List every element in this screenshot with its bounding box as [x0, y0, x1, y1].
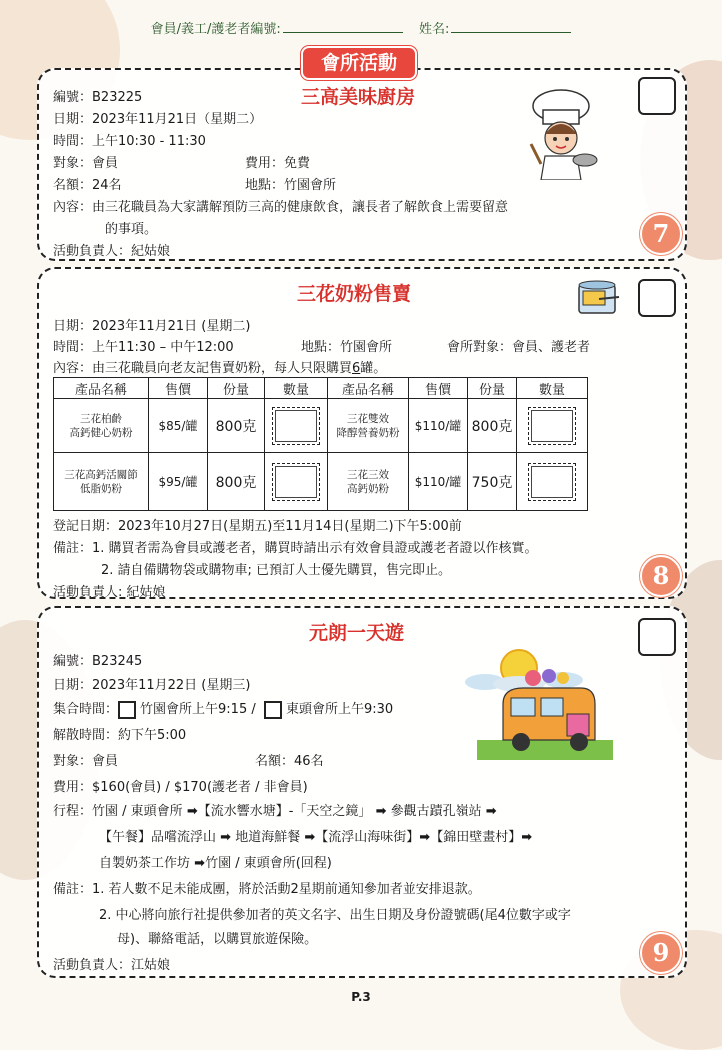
activity-date: 日期：2023年11月22日 (星期三): [53, 678, 251, 693]
activity-title: 三高美味廚房: [301, 86, 416, 108]
arrow-right-icon: ➡: [304, 830, 316, 845]
activity-content: 內容：由三花職員為大家講解預防三高的健康飲食，讓長者了解飲食上需要留意: [53, 200, 509, 215]
quantity-input[interactable]: [272, 463, 320, 501]
itinerary-stop: 【流水響水塘】-「天空之鏡」: [197, 804, 372, 819]
quantity-cell: [265, 453, 328, 511]
activity-number-badge: 9: [640, 932, 682, 974]
product-size: 800克: [468, 399, 517, 453]
activity-title: 三花奶粉售賣: [297, 283, 412, 305]
arrow-right-icon: ➡: [485, 804, 497, 819]
note-1: 備註：1. 若人數不足未能成團，將於活動2星期前通知參加者並安排退款。: [53, 882, 481, 897]
page-number: P.3: [351, 990, 371, 1004]
itinerary-label: 行程：: [53, 804, 93, 819]
activity-fee: 費用：免費: [245, 156, 311, 171]
itinerary-stop: 【錦田壁畫村】: [430, 830, 522, 845]
product-name: 三花雙效 降醇營養奶粉: [328, 399, 409, 453]
activity-target: 對象：會員: [53, 156, 119, 171]
activity-time: 時間：上午11:30 – 中午12:00: [53, 340, 234, 355]
name-label: 姓名:: [418, 22, 450, 37]
quantity-cell: [517, 453, 588, 511]
itinerary-line-3: [99, 852, 332, 871]
quantity-cell: [265, 399, 328, 453]
itinerary-stop: 【午餐】品嚐流浮山: [99, 830, 217, 845]
itinerary-stop: 地道海鮮餐: [235, 830, 301, 845]
table-header: 產品名稱: [328, 378, 409, 399]
gather-option-checkbox[interactable]: [264, 701, 282, 719]
product-price: $95/罐: [149, 453, 208, 511]
activity-venue: 地點：竹園會所: [301, 340, 393, 355]
activity-content: [53, 357, 386, 376]
table-header: 數量: [517, 378, 588, 399]
product-size: 800克: [208, 453, 265, 511]
register-checkbox[interactable]: [638, 77, 676, 115]
product-name: 三花三效 高鈣奶粉: [328, 453, 409, 511]
arrow-right-icon: ➡: [220, 830, 232, 845]
chef-icon: [517, 84, 599, 180]
activity-time: 時間：上午10:30 - 11:30: [53, 134, 206, 149]
member-number-field[interactable]: [283, 32, 403, 33]
register-checkbox[interactable]: [638, 279, 676, 317]
product-size: 750克: [468, 453, 517, 511]
member-number-label: 會員/義工/護老者編號:: [150, 22, 281, 37]
itinerary-stop: 【流浮山海味街】: [315, 830, 420, 845]
arrow-right-icon: ➡: [419, 830, 431, 845]
quantity-input[interactable]: [272, 407, 320, 445]
activity-quota: 名額：46名: [255, 754, 324, 769]
itinerary-stop: 竹園 / 東頭會所(回程): [205, 856, 332, 871]
activity-code: 編號：B23245: [53, 654, 143, 669]
quantity-input[interactable]: [528, 407, 576, 445]
purchase-limit: 6: [352, 361, 361, 376]
itinerary-line-2: [99, 826, 532, 845]
activity-card-yuen-long-trip: [37, 606, 687, 978]
activity-number-badge: 7: [640, 213, 682, 255]
register-checkbox[interactable]: [638, 618, 676, 656]
activity-quota: 名額：24名: [53, 178, 122, 193]
product-price: $85/罐: [149, 399, 208, 453]
gather-option-1: 竹園會所上午9:15 /: [140, 702, 256, 717]
content-text: 內容：由三花職員向老友記售賣奶粉，每人只限購買: [53, 361, 353, 376]
activity-target: 會所對象：會員、護老者: [447, 340, 591, 355]
activity-date: 日期：2023年11月21日 (星期二): [53, 319, 251, 334]
note-2: 2. 請自備購物袋或購物車; 已預訂人士優先購買，售完即止。: [101, 563, 452, 578]
dismiss-time: 解散時間：約下午5:00: [53, 728, 187, 743]
quantity-cell: [517, 399, 588, 453]
activity-venue: 地點：竹園會所: [245, 178, 337, 193]
table-row: [54, 399, 588, 453]
section-banner: 會所活動: [301, 46, 417, 80]
note-2-cont: 母)、聯絡電話，以購買旅遊保險。: [117, 932, 318, 947]
activity-content-cont: 的事項。: [105, 222, 158, 237]
product-table: [53, 377, 588, 511]
gather-option-checkbox[interactable]: [118, 701, 136, 719]
sun-van-icon: [463, 644, 623, 760]
table-header: 份量: [468, 378, 517, 399]
table-header: 售價: [409, 378, 468, 399]
register-period: 登記日期：2023年10月27日(星期五)至11月14日(星期二)下午5:00前: [53, 519, 462, 534]
activity-number-badge: 8: [640, 555, 682, 597]
arrow-right-icon: ➡: [194, 856, 206, 871]
product-price: $110/罐: [409, 453, 468, 511]
itinerary-stop: 參觀古蹟孔嶺站: [390, 804, 482, 819]
activity-date: 日期：2023年11月21日（星期二）: [53, 112, 263, 127]
product-name: 三花高鈣活關節 低脂奶粉: [54, 453, 149, 511]
arrow-right-icon: ➡: [521, 830, 533, 845]
product-size: 800克: [208, 399, 265, 453]
milk-can-icon: [575, 277, 623, 317]
product-name: 三花柏齡 高鈣健心奶粉: [54, 399, 149, 453]
gather-option-2: 東頭會所上午9:30: [286, 702, 394, 717]
member-info-header: [0, 18, 722, 37]
activity-code: 編號：B23225: [53, 90, 143, 105]
activity-person: 活動負責人：紀姑娘: [53, 244, 171, 259]
table-row: [54, 453, 588, 511]
gather-time-label: 集合時間：: [53, 702, 119, 717]
itinerary-stop: 自製奶茶工作坊: [99, 856, 191, 871]
itinerary-stop: 竹園 / 東頭會所: [92, 804, 183, 819]
activity-card-cooking: [37, 68, 687, 261]
activity-title: 元朗一天遊: [309, 622, 405, 644]
note-2: 2. 中心將向旅行社提供參加者的英文名字、出生日期及身份證號碼(尾4位數字或字: [99, 908, 571, 923]
gather-time: [53, 698, 393, 719]
arrow-right-icon: ➡: [375, 804, 387, 819]
table-header: 產品名稱: [54, 378, 149, 399]
arrow-right-icon: ➡: [186, 804, 198, 819]
itinerary-line-1: [53, 800, 497, 819]
activity-card-milk-powder: [37, 267, 687, 599]
product-price: $110/罐: [409, 399, 468, 453]
activity-target: 對象：會員: [53, 754, 119, 769]
table-header: 份量: [208, 378, 265, 399]
name-field[interactable]: [451, 32, 571, 33]
activity-fee: 費用：$160(會員) / $170(護老者 / 非會員): [53, 780, 308, 795]
table-header: 數量: [265, 378, 328, 399]
quantity-input[interactable]: [528, 463, 576, 501]
activity-person: 活動負責人：江姑娘: [53, 958, 171, 973]
note-1: 備註：1. 購買者需為會員或護老者，購買時請出示有效會員證或護老者證以作核實。: [53, 541, 538, 556]
content-suffix: 罐。: [360, 361, 387, 376]
activity-person: 活動負責人: 紀姑娘: [53, 585, 166, 600]
table-header: 售價: [149, 378, 208, 399]
